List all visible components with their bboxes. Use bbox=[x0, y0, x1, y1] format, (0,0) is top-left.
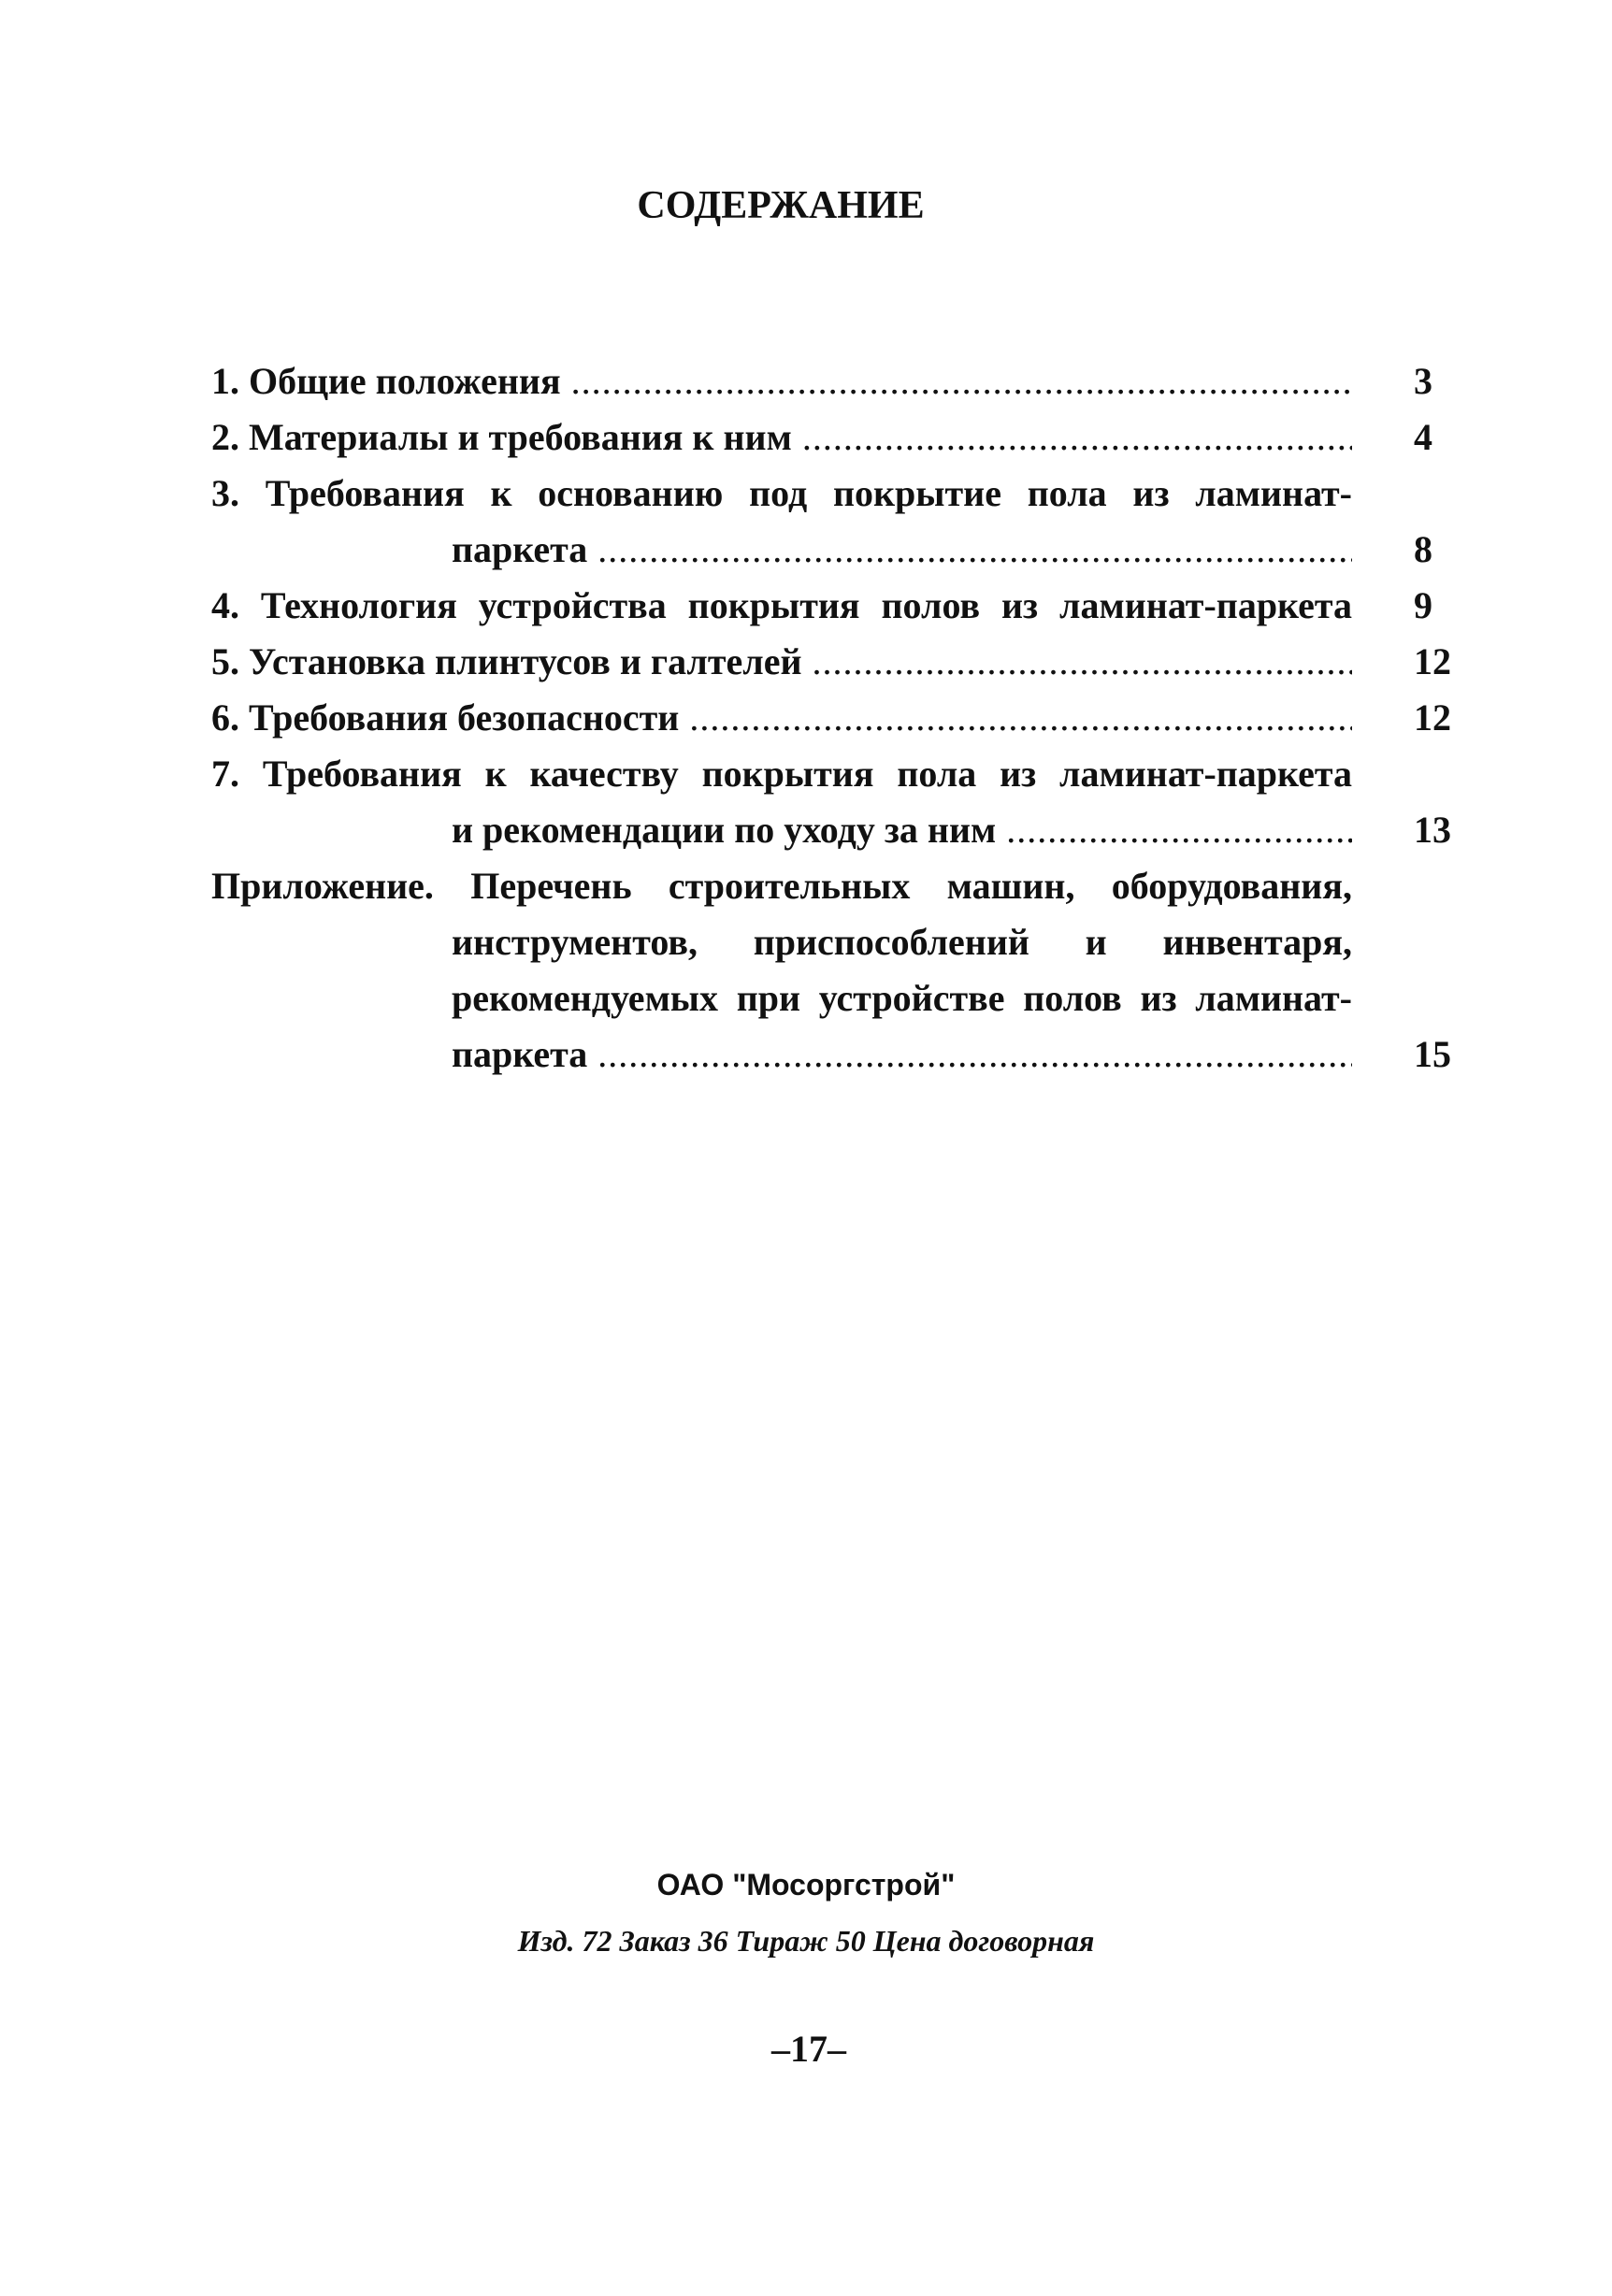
toc-entry-text: 5. Установка плинтусов и галтелей ..... bbox=[211, 634, 1352, 690]
toc-entry-1[interactable] bbox=[211, 353, 1474, 409]
toc-entry-text: 4. Технология устройства покрытия полов из ламинат-паркета bbox=[211, 584, 1352, 626]
toc-entry-text: Приложение. Перечень строительных машин, оборудования, bbox=[211, 865, 1352, 907]
toc-entry-3-line-2[interactable] bbox=[211, 522, 1474, 578]
toc-appendix-line-2[interactable] bbox=[211, 914, 1474, 970]
toc-entry-text: 6. Требования безопасности ..... bbox=[211, 690, 1352, 746]
toc-entry-6[interactable] bbox=[211, 690, 1474, 746]
page-title: СОДЕРЖАНИЕ bbox=[637, 184, 925, 227]
toc-entry-7-line-2[interactable] bbox=[211, 802, 1474, 858]
toc-entry-text: и рекомендации по уходу за ним ..... bbox=[452, 802, 1352, 858]
toc-entry-page: 12 bbox=[1414, 696, 1451, 739]
toc-entry-text: 7. Требования к качеству покрытия пола из ламинат-паркета bbox=[211, 753, 1352, 795]
toc-entry-page: 15 bbox=[1414, 1033, 1451, 1075]
toc-entry-text: 2. Материалы и требования к ним ..... bbox=[211, 409, 1352, 466]
toc-entry-page: 13 bbox=[1414, 809, 1451, 851]
toc-entry-text: инструментов, приспособлений и инвентаря, bbox=[452, 921, 1352, 963]
toc-entry-5[interactable] bbox=[211, 634, 1474, 690]
toc-entry-page: 9 bbox=[1414, 584, 1432, 626]
toc-entry-text: рекомендуемых при устройстве полов из ламинат- bbox=[452, 977, 1352, 1019]
toc-appendix-line-3[interactable] bbox=[211, 970, 1474, 1026]
toc-entry-page: 12 bbox=[1414, 640, 1451, 682]
toc-entry-page: 8 bbox=[1414, 528, 1432, 570]
imprint-line: Изд. 72 Заказ 36 Тираж 50 Цена договорная bbox=[517, 1924, 1095, 1958]
toc-entry-4[interactable] bbox=[211, 578, 1474, 634]
toc-entry-page: 3 bbox=[1414, 360, 1432, 402]
toc-entry-3-line-1[interactable] bbox=[211, 466, 1474, 522]
toc-entry-text: 3. Требования к основанию под покрытие пола из ламинат- bbox=[211, 472, 1352, 514]
toc-entry-7-line-1[interactable] bbox=[211, 746, 1474, 802]
table-of-contents bbox=[211, 353, 1474, 1083]
toc-appendix-line-1[interactable] bbox=[211, 858, 1474, 914]
publisher-name: ОАО "Мосоргстрой" bbox=[656, 1868, 956, 1901]
page-number: –17– bbox=[771, 2028, 846, 2070]
toc-entry-2[interactable] bbox=[211, 409, 1474, 466]
toc-entry-text: паркета ..... bbox=[452, 522, 1352, 578]
toc-entry-page: 4 bbox=[1414, 416, 1432, 458]
toc-appendix-line-4[interactable] bbox=[211, 1026, 1474, 1083]
toc-entry-text: 1. Общие положения ..... bbox=[211, 353, 1352, 409]
toc-entry-text: паркета ..... bbox=[452, 1026, 1352, 1083]
